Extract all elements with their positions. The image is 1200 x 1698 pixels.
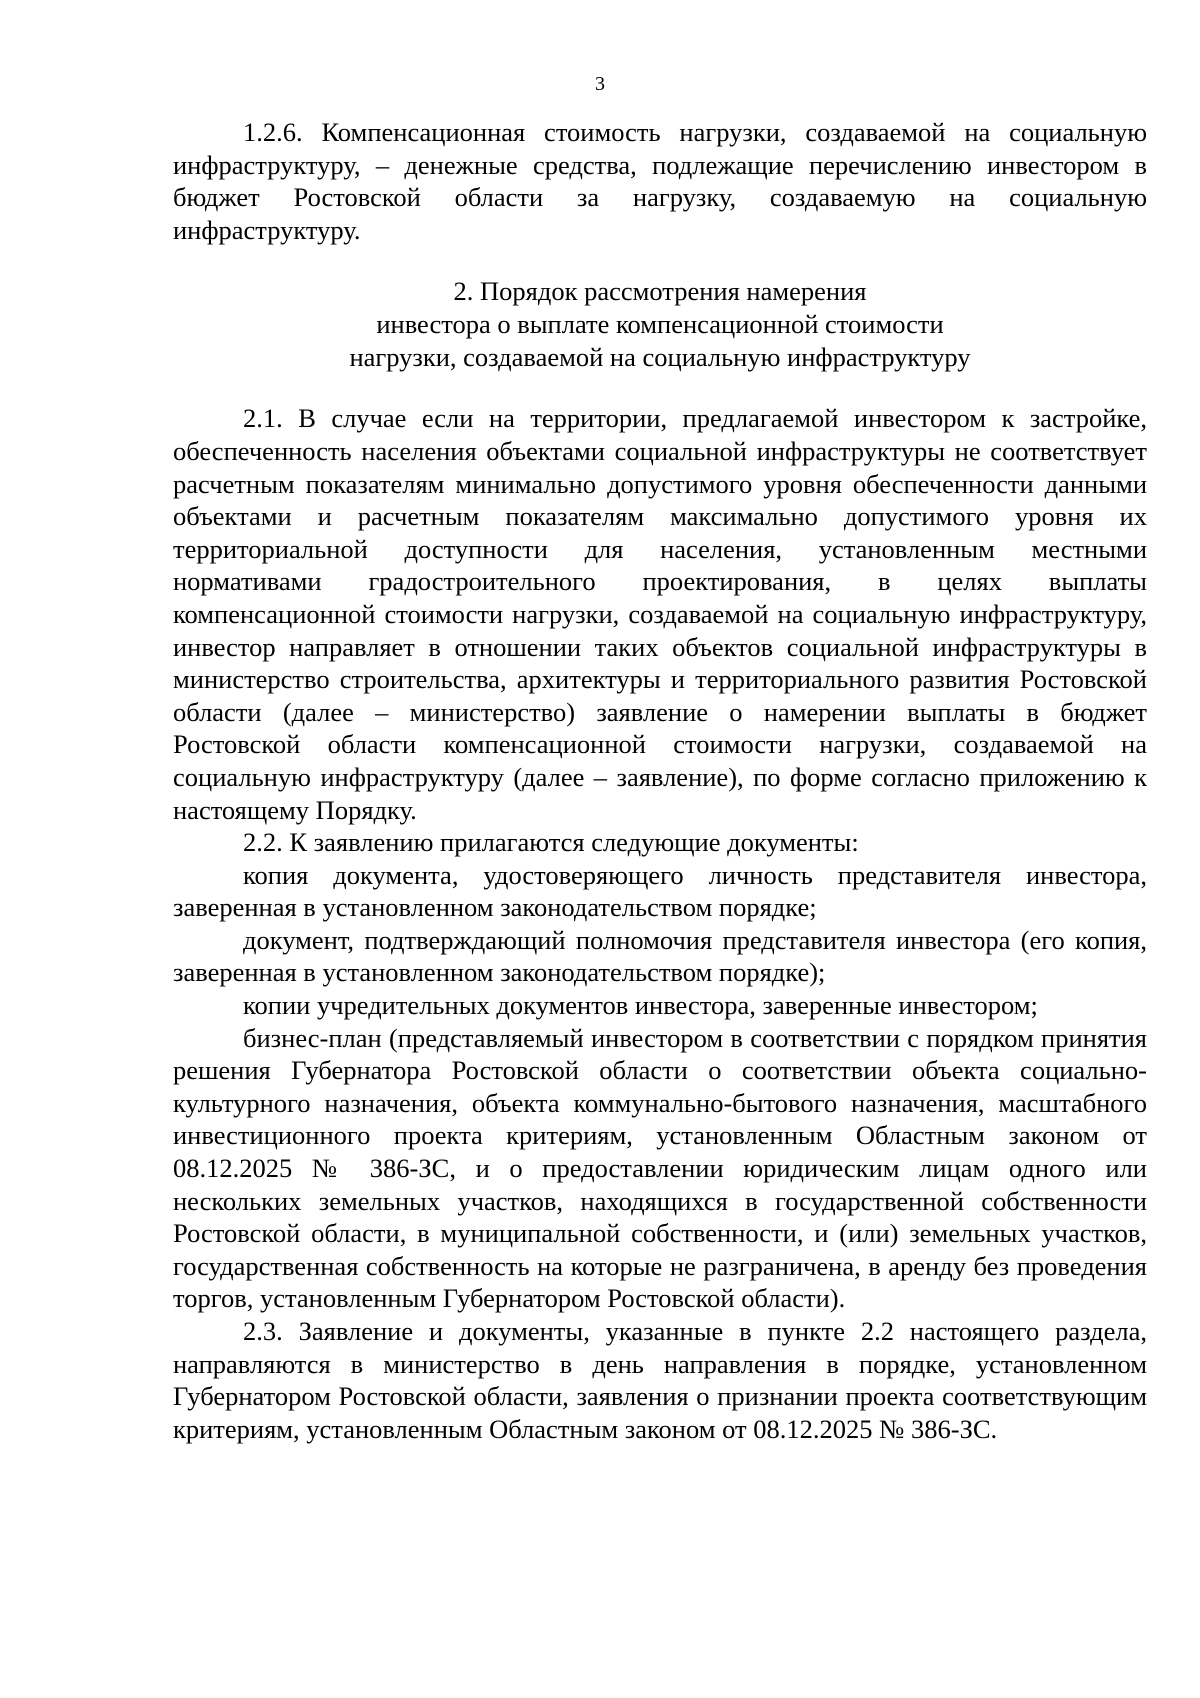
paragraph-2-2-item-founding-documents: копии учредительных документов инвестора, заверенные инвестором; (243, 990, 1038, 1021)
section-heading-line-2: инвестора о выплате компенсационной стоимости (376, 309, 944, 340)
paragraph-2-2-item-authority-document: документ, подтверждающий полномочия представителя инвестора (его копия, заверенная в установленном законодательством порядке); (173, 924, 1147, 988)
section-heading-line-3: нагрузки, создаваемой на социальную инфраструктуру (349, 342, 971, 373)
section-heading-line-1: 2. Порядок рассмотрения намерения (453, 276, 867, 307)
paragraph-1-2-6: 1.2.6. Компенсационная стоимость нагрузки, создаваемой на социальную инфраструктуру, – денежные средства, подлежащие перечислению инвестором в бюджет Ростовской области за нагрузку, создаваемую на социальную инфраструктуру. (173, 117, 1147, 245)
document-body (173, 116, 1147, 1445)
paragraph-2-1: 2.1. В случае если на территории, предлагаемой инвестором к застройке, обеспеченность населения объектами социальной инфраструктуры не соответствует расчетным показателям минимально допустимого уровня обеспеченности данными объектами и расчетным показателям максимально допустимого уровня их территориальной доступности для населения, установленным местными нормативами градостроительного проектирования, в целях выплаты компенсационной стоимости нагрузки, создаваемой на социальную инфраструктуру, инвестор направляет в отношении таких объектов социальной инфраструктуры в министерство строительства, архитектуры и территориального развития Ростовской области (далее – министерство) заявление о намерении выплаты в бюджет Ростовской области компенсационной стоимости нагрузки, создаваемой на социальную инфраструктуру (далее – заявление), по форме согласно приложению к настоящему Порядку. (173, 403, 1147, 825)
paragraph-2-2: 2.2. К заявлению прилагаются следующие документы: (243, 827, 859, 858)
paragraph-2-2-item-identity-copy: копия документа, удостоверяющего личность представителя инвестора, заверенная в установленном законодательством порядке; (173, 859, 1147, 923)
section-heading (173, 275, 1147, 374)
paragraph-2-2-item-business-plan: бизнес-план (представляемый инвестором в соответствии с порядком принятия решения Губернатора Ростовской области о соответствии объекта социально-культурного назначения, объекта коммунально-бытового назначения, масштабного инвестиционного проекта критериям, установленным Областным законом от 08.12.2025 № 386-ЗС, и о предоставлении юридическим лицам одного или нескольких земельных участков, находящихся в государственной собственности Ростовской области, в муниципальной собственности, и (или) земельных участков, государственная собственность на которые не разграничена, в аренду без проведения торгов, установленным Губернатором Ростовской области). (173, 1022, 1147, 1314)
paragraph-2-3: 2.3. Заявление и документы, указанные в пункте 2.2 настоящего раздела, направляются в министерство в день направления в порядке, установленном Губернатором Ростовской области, заявления о признании проекта соответствующим критериям, установленным Областным законом от 08.12.2025 № 386-ЗС. (173, 1316, 1147, 1444)
page-number: 3 (595, 73, 605, 95)
